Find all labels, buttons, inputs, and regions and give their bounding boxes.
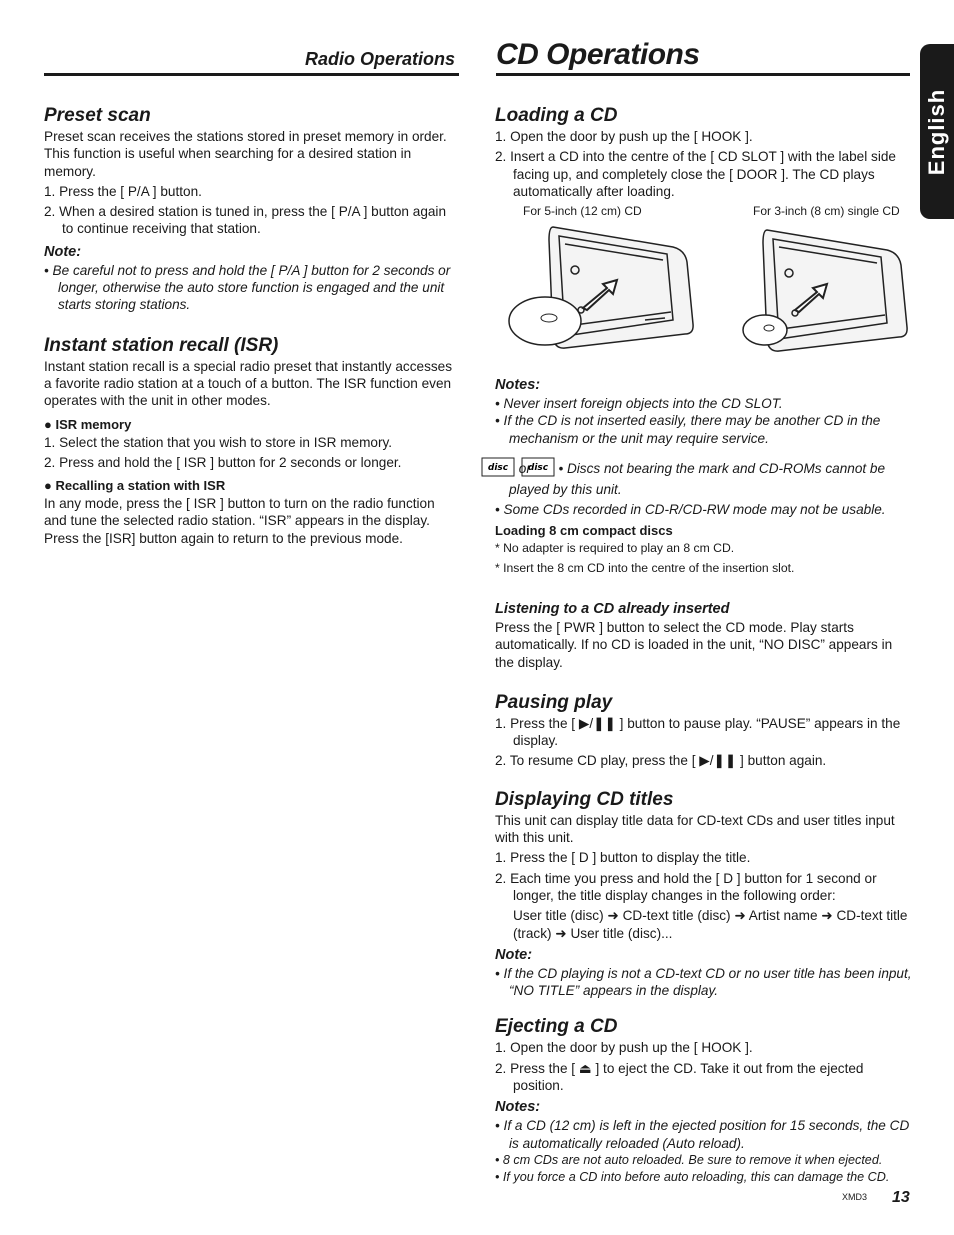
isr-heading: Instant station recall (ISR) [44,334,279,356]
listening-section [495,599,913,671]
cd-insertion-illustration [495,200,913,375]
isr-intro: Instant station recall is a special radio preset that instantly accesses a favorite radio station at a touch of a button. The ISR function even operates with the unit in other modes. [44,358,453,409]
pausing-section [495,691,913,770]
list-item [487,457,913,499]
listening-text: Press the [ PWR ] button to select the CD mode. Play starts automatically. If no CD is loaded in the unit, “NO DISC” appears in the display. [495,619,893,670]
ejecting-notes-label: Notes: [495,1099,541,1116]
isr-section [44,334,461,547]
svg-text:disc: disc [527,463,548,474]
titles-notes [495,965,913,1000]
loading-steps [495,128,913,200]
caption-8cm: For 3-inch (8 cm) single CD [753,204,900,219]
disc-logo-compact [487,457,515,481]
pausing-heading: Pausing play [495,691,613,713]
running-header-left: Radio Operations [305,49,456,69]
loading8-item: * No adapter is required to play an 8 cm CD. [495,540,735,555]
list-item: 1. Press the [ P/A ] button. [44,183,202,199]
page-title: CD Operations [496,38,700,71]
loading-heading: Loading a CD [495,105,618,126]
list-item: 1. Open the door by push up the [ HOOK ]. [495,1040,753,1056]
isr-recall-text: In any mode, press the [ ISR ] button to turn on the radio function and tune the selected radio station. “ISR” appears in the display. Press the [ISR] button again to return to the previous mode. [44,496,435,546]
preset-scan-note-label: Note: [44,243,82,260]
disc-note-text: • Discs not bearing the mark and CD-ROMs cannot be played by this unit. [509,460,886,498]
ejecting-heading: Ejecting a CD [495,1016,618,1038]
list-item: 1. Press the [ ▶/❚❚ ] button to pause play. “PAUSE” appears in the display. [495,715,901,749]
list-item: • If the CD playing is not a CD-text CD or no user title has been input, “NO TITLE” appears in the display. [495,965,912,999]
loading-figure [495,200,913,375]
loading-notes-label: Notes: [495,377,541,394]
preset-scan-steps [44,183,461,238]
list-item: 2. Each time you press and hold the [ D ] button for 1 second or longer, the title display changes in the following order: [495,870,877,903]
list-item: • Never insert foreign objects into the CD SLOT. [495,396,783,412]
right-column [487,104,913,1187]
ejecting-steps [495,1039,913,1094]
list-item: 2. When a desired station is tuned in, press the [ P/A ] button again to continue receiving that station. [44,204,447,237]
titles-steps [495,849,913,904]
titles-heading: Displaying CD titles [495,788,674,810]
pausing-steps [495,715,913,770]
loading8-heading: Loading 8 cm compact discs [495,522,673,538]
preset-scan-notes [44,262,461,314]
list-item: • If a CD (12 cm) is left in the ejected position for 15 seconds, the CD is automatically reloaded (Auto reload). [495,1118,910,1151]
list-item: 1. Select the station that you wish to store in ISR memory. [44,434,393,450]
cd-12cm-hole [541,314,557,322]
svg-text:disc: disc [487,463,509,474]
preset-scan-intro: Preset scan receives the stations stored in preset memory in order. This function is useful when searching for a desired station in memory. [44,129,447,179]
list-item: • Be careful not to press and hold the [ P/A ] button for 2 seconds or longer, otherwise the auto store function is engaged and the unit starts storing stations. [44,262,451,313]
left-column [44,104,461,547]
caption-12cm: For 5-inch (12 cm) CD [523,204,642,219]
language-tab-label: English [924,88,949,175]
loading8-item: * Insert the 8 cm CD into the centre of the insertion slot. [495,560,795,575]
listening-heading: Listening to a CD already inserted [495,600,730,617]
preset-scan-section [44,104,461,314]
ejecting-section [495,1015,913,1186]
cd-8cm-hole [764,325,774,331]
disc-logo-digital-audio [527,457,555,481]
list-item: 2. To resume CD play, press the [ ▶/❚❚ ] button again. [495,753,827,769]
header-rule-right [496,73,910,76]
list-item: 1. Open the door by push up the [ HOOK ]. [495,129,753,144]
list-item: 1. Press the [ D ] button to display the title. [495,850,751,866]
loading-notes [487,395,913,518]
list-item: • 8 cm CDs are not auto reloaded. Be sure to remove it when ejected. [495,1152,883,1167]
model-code: XMD3 [842,1192,868,1202]
list-item: • Some CDs recorded in CD-R/CD-RW mode may not be usable. [495,501,886,517]
list-item: 2. Press and hold the [ ISR ] button for 2 seconds or longer. [44,454,402,470]
list-item: 2. Insert a CD into the centre of the [ CD SLOT ] with the label side facing up, and completely close the [ DOOR ]. The CD plays automatically after loading. [495,149,896,199]
titles-order: User title (disc) ➜ CD-text title (disc) ➜ Artist name ➜ CD-text title (track) ➜ User title (disc)... [513,908,908,941]
list-item: • If you force a CD into before auto reloading, this can damage the CD. [495,1170,890,1185]
isr-memory-heading: ● ISR memory [44,416,132,432]
page-number: 13 [892,1189,910,1206]
loading-section [487,104,913,577]
titles-section [495,788,913,1000]
titles-note-label: Note: [495,946,533,963]
language-tab [920,44,954,219]
list-item: 2. Press the [ ⏏ ] to eject the CD. Take it out from the ejected position. [495,1060,864,1094]
list-item: • If the CD is not inserted easily, there may be another CD in the mechanism or the unit may require service. [495,413,881,446]
ejecting-notes [495,1117,913,1186]
preset-scan-heading: Preset scan [44,105,151,126]
disc-logo-or: or [518,460,531,476]
header-rule-left [44,73,459,76]
isr-memory-steps [44,434,461,472]
isr-recall-heading: ● Recalling a station with ISR [44,478,226,494]
titles-intro: This unit can display title data for CD-text CDs and user titles input with this unit. [495,812,895,846]
